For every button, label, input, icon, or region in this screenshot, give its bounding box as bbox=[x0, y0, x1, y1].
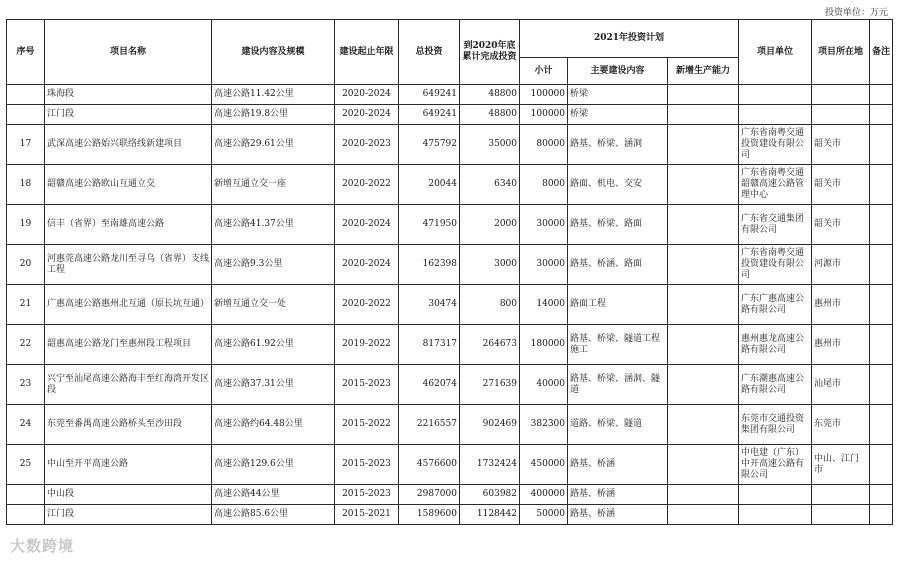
cell-project-name: 江门段 bbox=[45, 105, 212, 125]
cell-total: 462074 bbox=[399, 365, 460, 405]
header-location: 项目所在地 bbox=[812, 20, 870, 85]
cell-capacity bbox=[668, 365, 739, 405]
cell-subtotal: 180000 bbox=[520, 325, 568, 365]
cell-content: 高速公路19.8公里 bbox=[212, 105, 335, 125]
cell-unit bbox=[739, 485, 812, 505]
header-cumulative: 到2020年底累计完成投资 bbox=[460, 20, 520, 85]
cell-period: 2020-2022 bbox=[335, 285, 399, 325]
cell-cumulative: 3000 bbox=[460, 245, 520, 285]
cell-total: 20044 bbox=[399, 165, 460, 205]
cell-seq: 18 bbox=[7, 165, 45, 205]
table-row bbox=[7, 405, 893, 445]
cell-cumulative: 35000 bbox=[460, 125, 520, 165]
cell-period: 2020-2024 bbox=[335, 105, 399, 125]
cell-seq: 24 bbox=[7, 405, 45, 445]
cell-period: 2020-2024 bbox=[335, 85, 399, 105]
cell-cumulative: 603982 bbox=[460, 485, 520, 505]
cell-location: 韶关市 bbox=[812, 125, 870, 165]
cell-total: 649241 bbox=[399, 105, 460, 125]
cell-cumulative: 800 bbox=[460, 285, 520, 325]
header-content: 建设内容及规模 bbox=[212, 20, 335, 85]
cell-unit: 广东省南粤交通投资建设有限公司 bbox=[739, 245, 812, 285]
cell-seq: 17 bbox=[7, 125, 45, 165]
cell-subtotal: 400000 bbox=[520, 485, 568, 505]
cell-total: 4576600 bbox=[399, 445, 460, 485]
cell-capacity bbox=[668, 405, 739, 445]
cell-seq: 19 bbox=[7, 205, 45, 245]
cell-main-content: 路基、桥梁、隧道工程施工 bbox=[568, 325, 668, 365]
cell-subtotal: 100000 bbox=[520, 105, 568, 125]
cell-project-name: 韶赣高速公路欧山互通立交 bbox=[45, 165, 212, 205]
cell-project-name: 河惠莞高速公路龙川至寻乌（省界）支线工程 bbox=[45, 245, 212, 285]
cell-content: 高速公路44公里 bbox=[212, 485, 335, 505]
cell-location: 东莞市 bbox=[812, 405, 870, 445]
cell-location: 韶关市 bbox=[812, 165, 870, 205]
cell-remark bbox=[870, 85, 893, 105]
cell-total: 2216557 bbox=[399, 405, 460, 445]
investment-unit-label: 投资单位：万元 bbox=[824, 8, 888, 18]
cell-location bbox=[812, 85, 870, 105]
table-row bbox=[7, 245, 893, 285]
cell-project-name: 信丰（省界）至南雄高速公路 bbox=[45, 205, 212, 245]
table-row bbox=[7, 165, 893, 205]
cell-seq bbox=[7, 485, 45, 505]
cell-project-name: 珠海段 bbox=[45, 85, 212, 105]
cell-main-content: 桥梁 bbox=[568, 105, 668, 125]
cell-subtotal: 382300 bbox=[520, 405, 568, 445]
cell-main-content: 路面、机电、交安 bbox=[568, 165, 668, 205]
watermark-logo: 大数跨境 bbox=[10, 537, 75, 555]
cell-capacity bbox=[668, 125, 739, 165]
cell-unit: 广东省南粤交通投资建设有限公司 bbox=[739, 125, 812, 165]
cell-seq: 23 bbox=[7, 365, 45, 405]
table-row bbox=[7, 485, 893, 505]
cell-seq: 21 bbox=[7, 285, 45, 325]
cell-period: 2020-2022 bbox=[335, 165, 399, 205]
table-row bbox=[7, 85, 893, 105]
cell-total: 2987000 bbox=[399, 485, 460, 505]
cell-content: 新增互通立交一座 bbox=[212, 165, 335, 205]
cell-content: 高速公路85.6公里 bbox=[212, 505, 335, 525]
cell-unit: 广东省交通集团有限公司 bbox=[739, 205, 812, 245]
cell-capacity bbox=[668, 485, 739, 505]
cell-location bbox=[812, 505, 870, 525]
cell-remark bbox=[870, 285, 893, 325]
cell-capacity bbox=[668, 505, 739, 525]
header-remark: 备注 bbox=[870, 20, 893, 85]
cell-location: 中山、江门市 bbox=[812, 445, 870, 485]
cell-remark bbox=[870, 365, 893, 405]
cell-project-name: 中山段 bbox=[45, 485, 212, 505]
cell-content: 高速公路37.31公里 bbox=[212, 365, 335, 405]
cell-period: 2015-2023 bbox=[335, 485, 399, 505]
cell-cumulative: 2000 bbox=[460, 205, 520, 245]
cell-cumulative: 48800 bbox=[460, 85, 520, 105]
cell-total: 475792 bbox=[399, 125, 460, 165]
cell-content: 高速公路29.61公里 bbox=[212, 125, 335, 165]
cell-seq bbox=[7, 85, 45, 105]
cell-unit: 广东广惠高速公路有限公司 bbox=[739, 285, 812, 325]
cell-subtotal: 40000 bbox=[520, 365, 568, 405]
cell-period: 2015-2023 bbox=[335, 365, 399, 405]
cell-capacity bbox=[668, 325, 739, 365]
cell-project-name: 武深高速公路始兴联络线新建项目 bbox=[45, 125, 212, 165]
cell-main-content: 路基、桥涵 bbox=[568, 445, 668, 485]
cell-project-name: 兴宁至汕尾高速公路海丰至红海湾开发区段 bbox=[45, 365, 212, 405]
cell-cumulative: 902469 bbox=[460, 405, 520, 445]
cell-location: 汕尾市 bbox=[812, 365, 870, 405]
table-row bbox=[7, 325, 893, 365]
cell-project-name: 江门段 bbox=[45, 505, 212, 525]
cell-unit bbox=[739, 85, 812, 105]
cell-cumulative: 6340 bbox=[460, 165, 520, 205]
table-row bbox=[7, 205, 893, 245]
header-seq: 序号 bbox=[7, 20, 45, 85]
header-unit: 项目单位 bbox=[739, 20, 812, 85]
cell-location: 韶关市 bbox=[812, 205, 870, 245]
cell-seq: 25 bbox=[7, 445, 45, 485]
cell-unit: 广东省南粤交通韶赣高速公路管理中心 bbox=[739, 165, 812, 205]
cell-remark bbox=[870, 125, 893, 165]
cell-total: 471950 bbox=[399, 205, 460, 245]
header-main-content: 主要建设内容 bbox=[568, 58, 668, 85]
table-row bbox=[7, 125, 893, 165]
cell-total: 162398 bbox=[399, 245, 460, 285]
cell-project-name: 韶惠高速公路龙门至惠州段工程项目 bbox=[45, 325, 212, 365]
cell-unit: 中电建（广东）中开高速公路有限公司 bbox=[739, 445, 812, 485]
cell-main-content: 路基、桥涵 bbox=[568, 485, 668, 505]
cell-content: 高速公路约64.48公里 bbox=[212, 405, 335, 445]
cell-cumulative: 48800 bbox=[460, 105, 520, 125]
cell-location bbox=[812, 105, 870, 125]
header-period: 建设起止年限 bbox=[335, 20, 399, 85]
cell-location: 惠州市 bbox=[812, 285, 870, 325]
cell-remark bbox=[870, 445, 893, 485]
cell-period: 2015-2023 bbox=[335, 445, 399, 485]
cell-content: 新增互通立交一处 bbox=[212, 285, 335, 325]
cell-unit: 惠州惠龙高速公路有限公司 bbox=[739, 325, 812, 365]
cell-remark bbox=[870, 505, 893, 525]
cell-location bbox=[812, 485, 870, 505]
cell-capacity bbox=[668, 245, 739, 285]
cell-capacity bbox=[668, 165, 739, 205]
cell-subtotal: 30000 bbox=[520, 205, 568, 245]
cell-cumulative: 1128442 bbox=[460, 505, 520, 525]
cell-capacity bbox=[668, 85, 739, 105]
cell-unit bbox=[739, 505, 812, 525]
cell-period: 2019-2022 bbox=[335, 325, 399, 365]
cell-seq bbox=[7, 105, 45, 125]
cell-seq: 22 bbox=[7, 325, 45, 365]
table-row bbox=[7, 105, 893, 125]
table-row bbox=[7, 285, 893, 325]
cell-remark bbox=[870, 405, 893, 445]
cell-cumulative: 271639 bbox=[460, 365, 520, 405]
cell-subtotal: 14000 bbox=[520, 285, 568, 325]
cell-unit: 东莞市交通投资集团有限公司 bbox=[739, 405, 812, 445]
cell-capacity bbox=[668, 205, 739, 245]
cell-cumulative: 1732424 bbox=[460, 445, 520, 485]
cell-capacity bbox=[668, 445, 739, 485]
cell-project-name: 东莞至番禺高速公路桥头至沙田段 bbox=[45, 405, 212, 445]
cell-remark bbox=[870, 325, 893, 365]
cell-subtotal: 80000 bbox=[520, 125, 568, 165]
cell-content: 高速公路11.42公里 bbox=[212, 85, 335, 105]
cell-main-content: 路基、桥梁、路面 bbox=[568, 205, 668, 245]
cell-total: 30474 bbox=[399, 285, 460, 325]
cell-period: 2015-2022 bbox=[335, 405, 399, 445]
cell-subtotal: 50000 bbox=[520, 505, 568, 525]
cell-remark bbox=[870, 205, 893, 245]
cell-remark bbox=[870, 105, 893, 125]
cell-project-name: 中山至开平高速公路 bbox=[45, 445, 212, 485]
cell-period: 2015-2021 bbox=[335, 505, 399, 525]
cell-main-content: 道路、桥梁、隧道 bbox=[568, 405, 668, 445]
cell-remark bbox=[870, 165, 893, 205]
cell-seq: 20 bbox=[7, 245, 45, 285]
cell-main-content: 桥梁 bbox=[568, 85, 668, 105]
cell-subtotal: 30000 bbox=[520, 245, 568, 285]
cell-capacity bbox=[668, 285, 739, 325]
cell-location: 河源市 bbox=[812, 245, 870, 285]
cell-location: 惠州市 bbox=[812, 325, 870, 365]
table-row bbox=[7, 365, 893, 405]
cell-unit bbox=[739, 105, 812, 125]
cell-remark bbox=[870, 485, 893, 505]
cell-remark bbox=[870, 245, 893, 285]
cell-period: 2020-2024 bbox=[335, 205, 399, 245]
cell-capacity bbox=[668, 105, 739, 125]
header-project-name: 项目名称 bbox=[45, 20, 212, 85]
cell-content: 高速公路9.3公里 bbox=[212, 245, 335, 285]
cell-subtotal: 8000 bbox=[520, 165, 568, 205]
cell-seq bbox=[7, 505, 45, 525]
cell-total: 817317 bbox=[399, 325, 460, 365]
table-row bbox=[7, 505, 893, 525]
cell-subtotal: 100000 bbox=[520, 85, 568, 105]
cell-main-content: 路面工程 bbox=[568, 285, 668, 325]
cell-total: 649241 bbox=[399, 85, 460, 105]
cell-main-content: 路基、桥梁、涵洞、隧道 bbox=[568, 365, 668, 405]
cell-content: 高速公路61.92公里 bbox=[212, 325, 335, 365]
cell-main-content: 路基、桥涵 bbox=[568, 505, 668, 525]
header-capacity: 新增生产能力 bbox=[668, 58, 739, 85]
cell-project-name: 广惠高速公路惠州北互通（原长坑互通） bbox=[45, 285, 212, 325]
cell-content: 高速公路129.6公里 bbox=[212, 445, 335, 485]
cell-main-content: 路基、桥梁、涵洞 bbox=[568, 125, 668, 165]
cell-period: 2020-2023 bbox=[335, 125, 399, 165]
cell-unit: 广东潮惠高速公路有限公司 bbox=[739, 365, 812, 405]
investment-plan-table bbox=[6, 19, 893, 525]
table-row bbox=[7, 445, 893, 485]
cell-total: 1589600 bbox=[399, 505, 460, 525]
cell-cumulative: 264673 bbox=[460, 325, 520, 365]
cell-period: 2020-2024 bbox=[335, 245, 399, 285]
cell-content: 高速公路41.37公里 bbox=[212, 205, 335, 245]
header-total: 总投资 bbox=[399, 20, 460, 85]
cell-subtotal: 450000 bbox=[520, 445, 568, 485]
header-plan-2021: 2021年投资计划 bbox=[520, 20, 739, 58]
header-subtotal: 小计 bbox=[520, 58, 568, 85]
cell-main-content: 路基、桥涵、路面 bbox=[568, 245, 668, 285]
